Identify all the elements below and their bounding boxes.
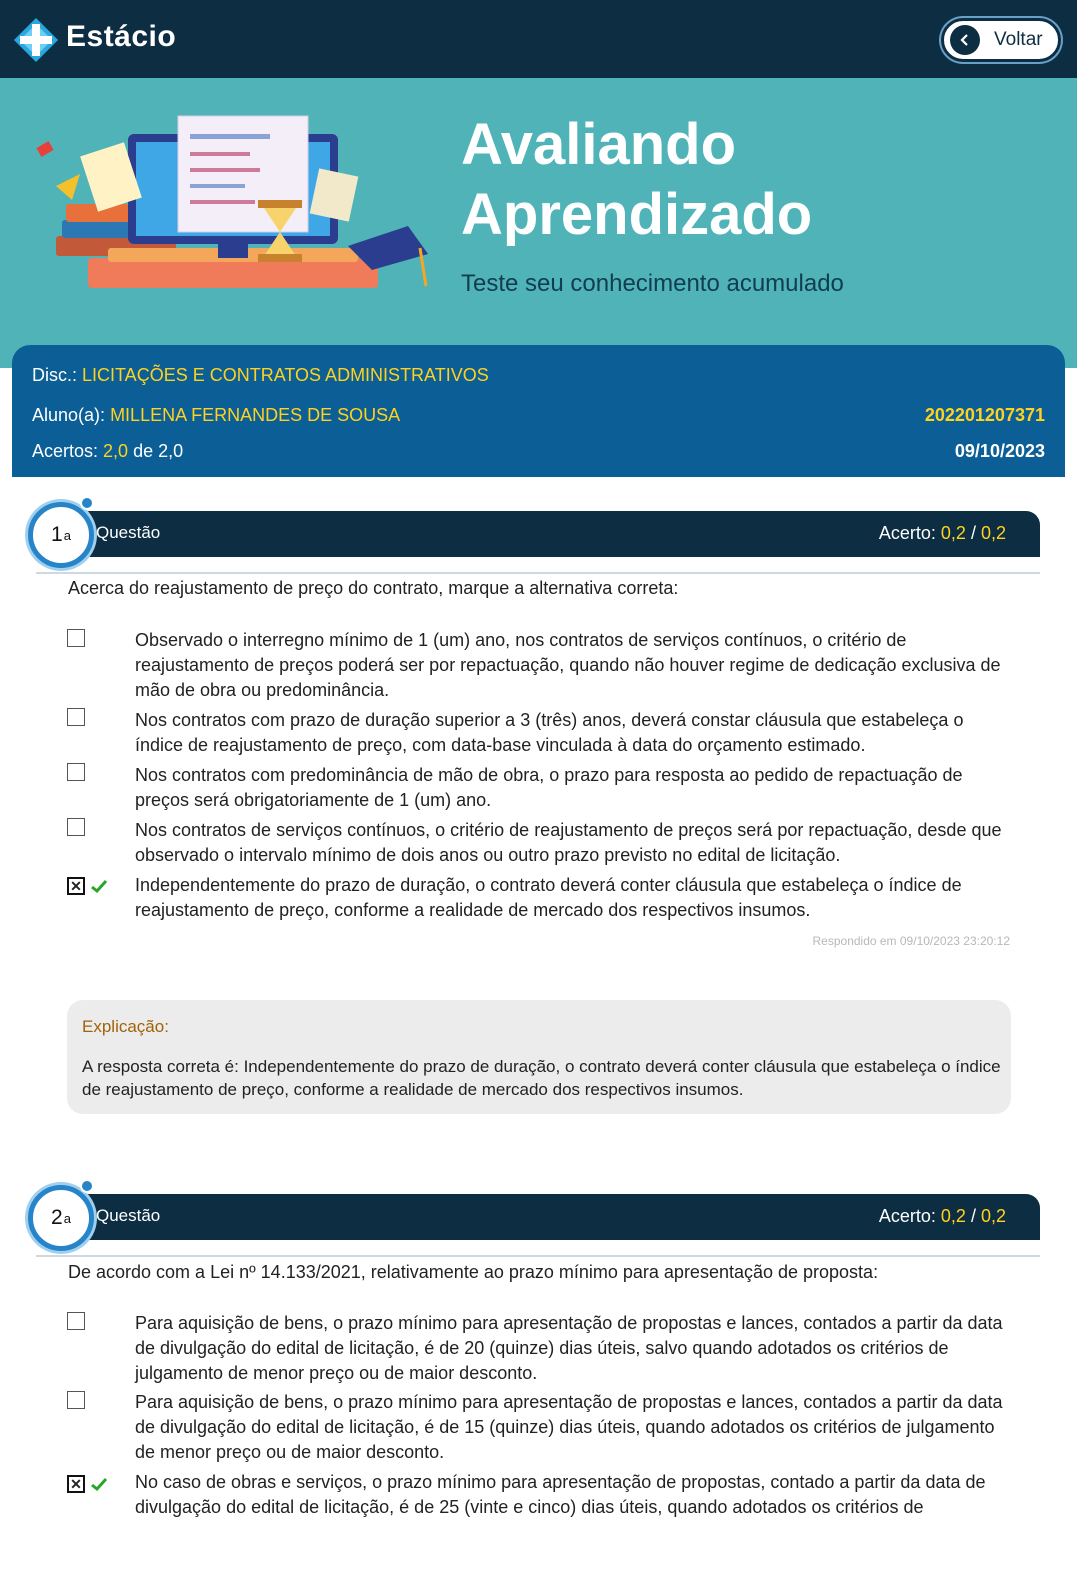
back-button-label: Voltar [994,29,1043,50]
question-stem: De acordo com a Lei nº 14.133/2021, relativamente ao prazo mínimo para apresentação de proposta: [68,1262,879,1282]
badge-dot [80,496,94,510]
option-d-text[interactable]: Nos contratos de serviços contínuos, o critério de reajustamento de preços será por repactuação, desde que observado o intervalo mínimo de dois anos ou outro prazo previsto no edital de licitação. [135,820,1002,865]
exam-date: 09/10/2023 [954,441,1045,461]
divider [36,572,1040,574]
option-checkbox-e-selected[interactable]: ✕ [67,877,85,895]
question-label: Questão [96,523,161,542]
option-b-text[interactable]: Nos contratos com prazo de duração superior a 3 (três) anos, deverá constar cláusula que estabeleça o índice de reajustamento de preço, com data-base vinculada à data do orçamento estimado. [135,710,964,755]
explanation-text: A resposta correta é: Independentemente do prazo de duração, o contrato deverá conter cláusula que estabeleça o índice de reajustamento de preço, conforme a realidade de mercado dos respectivos insumos. [82,1057,1001,1099]
question-number: 2 [51,1206,63,1229]
question-score-label: Acerto: [878,523,936,543]
brand-name: Estácio [66,20,177,53]
top-bar [0,0,1077,78]
hero-title-line-2: Aprendizado [461,182,813,247]
option-checkbox-a[interactable] [67,1312,85,1330]
discipline-row [32,365,489,386]
question-score-value: 0,2 [940,1206,966,1226]
question-score-value: 0,2 [940,523,966,543]
discipline-label: Disc.: [32,365,77,385]
badge-dot [80,1179,94,1193]
question-score-separator: / [970,1206,976,1226]
checkmark-icon [90,1475,108,1493]
checkmark-icon [90,877,108,895]
question-score [879,1206,1006,1227]
explanation-title: Explicação: [82,1017,169,1036]
question-ordinal: a [63,527,71,543]
student-name: MILLENA FERNANDES DE SOUSA [110,405,401,425]
hero-banner [0,78,1077,368]
option-a-text[interactable]: Para aquisição de bens, o prazo mínimo para apresentação de propostas e lances, contados a partir da data de divulgação do edital de licitação, é de 20 (quinze) dias úteis, salvo quando adotados os critérios de julgamento de menor preço ou de maior desconto. [135,1313,1003,1383]
question-score [879,523,1006,544]
question-header [60,511,1040,557]
discipline-value: LICITAÇÕES E CONTRATOS ADMINISTRATIVOS [82,365,489,385]
study-illustration [28,108,448,298]
question-number: 1 [51,523,63,546]
option-checkbox-c-selected[interactable]: ✕ [67,1475,85,1493]
question-score-label: Acerto: [878,1206,936,1226]
question-score-separator: / [970,523,976,543]
student-row [32,405,400,426]
option-checkbox-b[interactable] [67,1391,85,1409]
student-id: 202201207371 [924,405,1045,425]
question-label: Questão [96,1206,161,1225]
score-row [32,441,183,462]
estacio-logo-icon [12,16,60,64]
question-header [60,1194,1040,1240]
option-b-text[interactable]: Para aquisição de bens, o prazo mínimo para apresentação de propostas e lances, contados a partir da data de divulgação do edital de licitação, é de 15 (quinze) dias úteis, quando adotados os critérios de julgamento de menor preço ou de maior desconto. [135,1392,1003,1462]
divider [36,1255,1040,1257]
score-total: de 2,0 [133,441,184,461]
score-label: Acertos: [32,441,99,461]
option-a-text[interactable]: Observado o interregno mínimo de 1 (um) ano, nos contratos de serviços contínuos, o critério de reajustamento de preços poderá ser por repactuação, quando não houver regime de dedicação exclusiva de mão de obra ou predominância. [135,630,1001,700]
question-stem: Acerca do reajustamento de preço do contrato, marque a alternativa correta: [68,578,679,598]
student-info-panel [12,345,1065,477]
question-score-max: 0,2 [980,523,1006,543]
option-checkbox-c[interactable] [67,763,85,781]
option-e-text[interactable]: Independentemente do prazo de duração, o contrato deverá conter cláusula que estabeleça o índice de reajustamento de preço, conforme a realidade de mercado dos respectivos insumos. [135,875,962,920]
chevron-left-icon [950,25,980,55]
option-checkbox-a[interactable] [67,629,85,647]
hero-title [461,110,812,250]
question-number-badge [28,502,94,568]
question-number-badge [28,1185,94,1251]
responded-timestamp: Respondido em 09/10/2023 23:20:12 [812,934,1010,948]
option-checkbox-d[interactable] [67,818,85,836]
option-c-text[interactable]: No caso de obras e serviços, o prazo mínimo para apresentação de propostas, contado a partir da data de divulgação do edital de licitação, é de 25 (vinte e cinco) dias úteis, quando adotados os critérios de [135,1472,986,1517]
hero-subtitle: Teste seu conhecimento acumulado [461,270,844,297]
student-label: Aluno(a): [32,405,106,425]
question-score-max: 0,2 [980,1206,1006,1226]
back-button[interactable] [941,18,1061,62]
option-c-text[interactable]: Nos contratos com predominância de mão de obra, o prazo para resposta ao pedido de repactuação de preços será obrigatoriamente de 1 (um) ano. [135,765,963,810]
score-value: 2,0 [103,441,129,461]
explanation-box [67,1000,1011,1114]
option-checkbox-b[interactable] [67,708,85,726]
hero-title-line-1: Avaliando [461,112,737,177]
question-ordinal: a [63,1210,71,1226]
